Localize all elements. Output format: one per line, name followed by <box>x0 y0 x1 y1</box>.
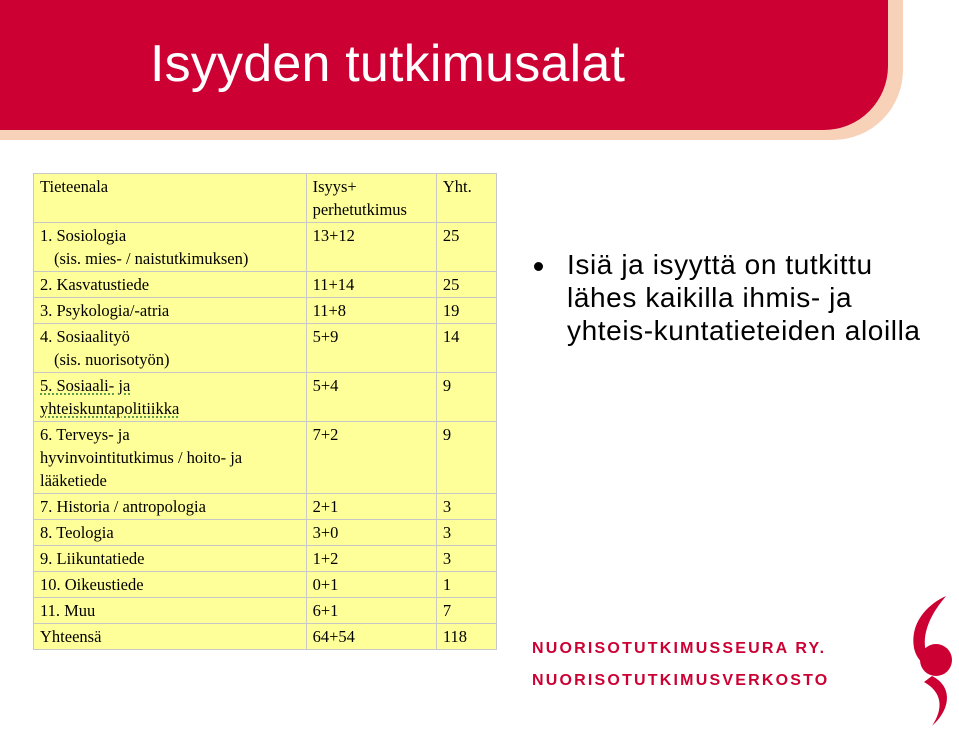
table-row <box>34 546 497 572</box>
field-subnote: (sis. mies- / naistutkimuksen) <box>54 249 249 268</box>
total-cell: 9 <box>436 373 496 422</box>
split-cell: 7+2 <box>306 422 436 494</box>
research-fields-table <box>33 173 497 650</box>
split-cell: 11+8 <box>306 298 436 324</box>
field-name: 6. Terveys- ja <box>40 425 130 444</box>
field-subnote-2: lääketiede <box>40 471 107 490</box>
field-subnote: (sis. nuorisotyön) <box>54 350 170 369</box>
split-cell: 3+0 <box>306 520 436 546</box>
logo-line-1: NUORISOTUTKIMUSSEURA RY. <box>532 640 827 657</box>
total-cell: 14 <box>436 324 496 373</box>
total-cell: 3 <box>436 546 496 572</box>
swirl-lower-stroke <box>924 676 947 726</box>
total-cell: 9 <box>436 422 496 494</box>
total-cell: 25 <box>436 223 496 272</box>
table-row <box>34 324 497 373</box>
field-cell: 8. Teologia <box>34 520 307 546</box>
bullet-point <box>534 248 944 347</box>
field-cell <box>34 223 307 272</box>
field-cell <box>34 422 307 494</box>
split-cell: 11+14 <box>306 272 436 298</box>
total-cell: 25 <box>436 272 496 298</box>
header-total: Yht. <box>436 174 496 223</box>
footer-total: 118 <box>436 624 496 650</box>
split-cell: 6+1 <box>306 598 436 624</box>
split-cell: 0+1 <box>306 572 436 598</box>
table-row <box>34 223 497 272</box>
table-row <box>34 373 497 422</box>
total-cell: 7 <box>436 598 496 624</box>
field-cell: 3. Psykologia/-atria <box>34 298 307 324</box>
table-row <box>34 494 497 520</box>
table-row <box>34 520 497 546</box>
header-split <box>306 174 436 223</box>
table-header-row <box>34 174 497 223</box>
total-cell: 19 <box>436 298 496 324</box>
field-cell: 9. Liikuntatiede <box>34 546 307 572</box>
table-row <box>34 272 497 298</box>
footer-field: Yhteensä <box>34 624 307 650</box>
header-split-line2: perhetutkimus <box>312 200 407 219</box>
bullet-text: Isiä ja isyyttä on tutkittu lähes kaikilla ihmis- ja yhteis-kuntatieteiden aloilla <box>567 249 921 346</box>
split-cell: 13+12 <box>306 223 436 272</box>
field-subnote: yhteiskuntapolitiikka <box>40 399 180 418</box>
total-cell: 3 <box>436 494 496 520</box>
total-cell: 3 <box>436 520 496 546</box>
field-cell <box>34 324 307 373</box>
table-footer-row <box>34 624 497 650</box>
footer-split: 64+54 <box>306 624 436 650</box>
slide-title: Isyyden tutkimusalat <box>150 35 626 93</box>
field-cell: 7. Historia / antropologia <box>34 494 307 520</box>
split-cell: 1+2 <box>306 546 436 572</box>
split-cell: 2+1 <box>306 494 436 520</box>
header-split-line1: Isyys+ <box>312 177 357 196</box>
table-row <box>34 422 497 494</box>
field-cell: 2. Kasvatustiede <box>34 272 307 298</box>
logo-line-2: NUORISOTUTKIMUSVERKOSTO <box>532 672 830 689</box>
bullet-dot-icon <box>534 262 543 271</box>
swirl-head <box>920 644 952 676</box>
field-cell <box>34 373 307 422</box>
field-subnote: hyvinvointitutkimus / hoito- ja <box>40 448 243 467</box>
field-cell: 11. Muu <box>34 598 307 624</box>
field-name: 1. Sosiologia <box>40 226 127 245</box>
table-row <box>34 598 497 624</box>
table-row <box>34 572 497 598</box>
red-swirl-figure-icon <box>902 592 958 728</box>
field-name: 4. Sosiaalityö <box>40 327 130 346</box>
total-cell: 1 <box>436 572 496 598</box>
split-cell: 5+9 <box>306 324 436 373</box>
split-cell: 5+4 <box>306 373 436 422</box>
table-row <box>34 298 497 324</box>
header-field: Tieteenala <box>34 174 307 223</box>
field-cell: 10. Oikeustiede <box>34 572 307 598</box>
field-name: 5. Sosiaali- ja <box>40 376 131 395</box>
